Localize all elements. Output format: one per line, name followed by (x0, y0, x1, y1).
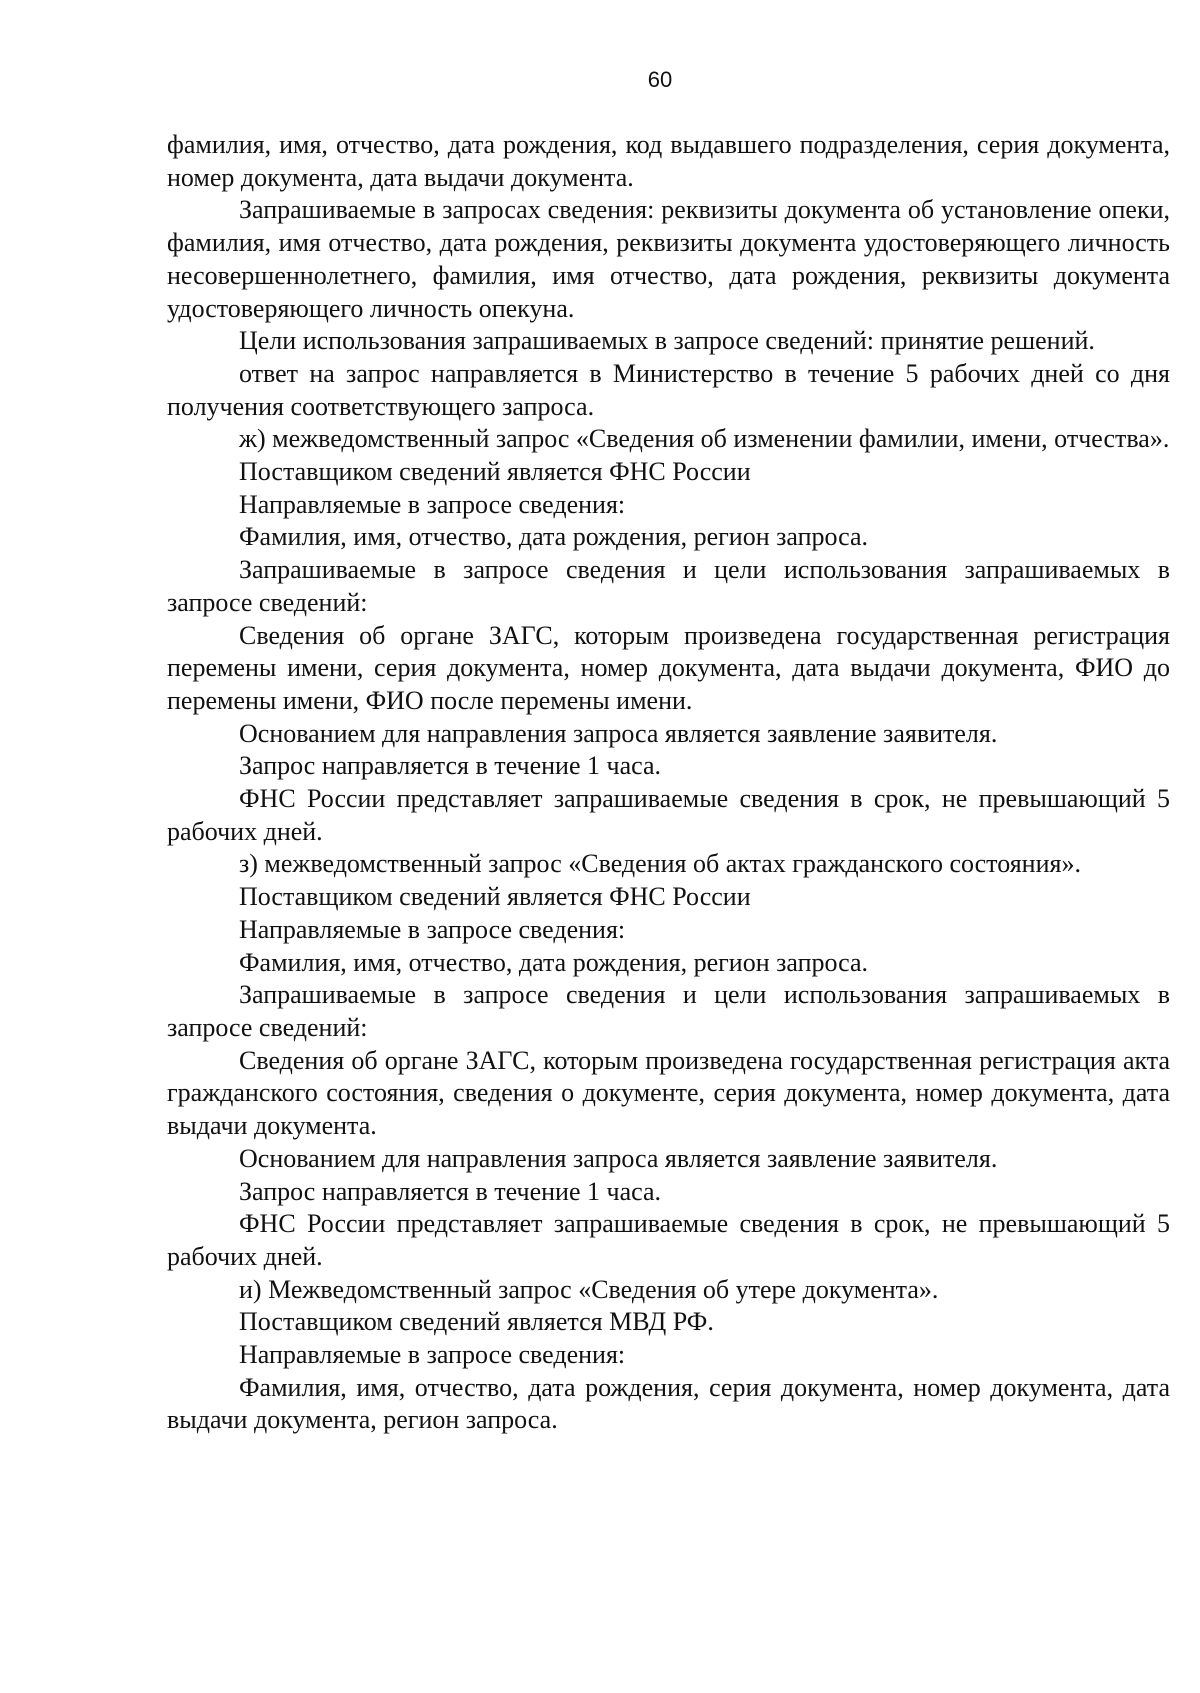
paragraph: Запрашиваемые в запросах сведения: реквизиты документа об установление опеки, фамилия, имя отчество, дата рождения, реквизиты документа удостоверяющего личность несовершеннолетнего, фамилия, имя отчество, дата рождения, реквизиты документа удостоверяющего личность опекуна. (167, 195, 1170, 323)
paragraph: Направляемые в запросе сведения: (239, 489, 626, 519)
paragraph: Сведения об органе ЗАГС, которым произведена государственная регистрация перемены имени, серия документа, номер документа, дата выдачи документа, ФИО до перемены имени, ФИО после перемены имени. (167, 620, 1170, 715)
paragraph: фамилия, имя, отчество, дата рождения, код выдавшего подразделения, серия документа, номер документа, дата выдачи документа. (167, 130, 1170, 192)
paragraph: Направляемые в запросе сведения: (239, 1340, 626, 1370)
paragraph: Поставщиком сведений является МВД РФ. (239, 1307, 714, 1337)
paragraph: ж) межведомственный запрос «Сведения об изменении фамилии, имени, отчества». (239, 424, 1170, 454)
paragraph: ФНС России представляет запрашиваемые сведения в срок, не превышающий 5 рабочих дней. (167, 784, 1170, 846)
paragraph: Основанием для направления запроса является заявление заявителя. (239, 718, 998, 748)
paragraph: Поставщиком сведений является ФНС России (239, 457, 751, 487)
page-number: 60 (647, 67, 673, 92)
paragraph: Направляемые в запросе сведения: (239, 914, 626, 944)
document-body (167, 129, 1170, 1437)
paragraph: Поставщиком сведений является ФНС России (239, 882, 751, 912)
paragraph: и) Межведомственный запрос «Сведения об утере документа». (239, 1274, 939, 1304)
paragraph: Фамилия, имя, отчество, дата рождения, серия документа, номер документа, дата выдачи документа, регион запроса. (167, 1372, 1170, 1435)
paragraph: Запрос направляется в течение 1 часа. (239, 751, 662, 781)
paragraph: Сведения об органе ЗАГС, которым произведена государственная регистрация акта гражданского состояния, сведения о документе, серия документа, номер документа, дата выдачи документа. (167, 1045, 1170, 1141)
paragraph: ответ на запрос направляется в Министерство в течение 5 рабочих дней со дня получения соответствующего запроса. (167, 358, 1170, 421)
paragraph: Цели использования запрашиваемых в запросе сведений: принятие решений. (239, 326, 1095, 356)
paragraph: з) межведомственный запрос «Сведения об актах гражданского состояния». (239, 849, 1081, 879)
paragraph: Запрашиваемые в запросе сведения и цели использования запрашиваемых в запросе сведений: (167, 980, 1170, 1042)
paragraph: ФНС России представляет запрашиваемые сведения в срок, не превышающий 5 рабочих дней. (167, 1209, 1170, 1271)
paragraph: Запрос направляется в течение 1 часа. (239, 1176, 662, 1206)
paragraph: Фамилия, имя, отчество, дата рождения, регион запроса. (239, 947, 869, 977)
paragraph: Запрашиваемые в запросе сведения и цели использования запрашиваемых в запросе сведений: (167, 555, 1170, 617)
paragraph: Фамилия, имя, отчество, дата рождения, регион запроса. (239, 522, 869, 552)
paragraph: Основанием для направления запроса является заявление заявителя. (239, 1143, 998, 1173)
